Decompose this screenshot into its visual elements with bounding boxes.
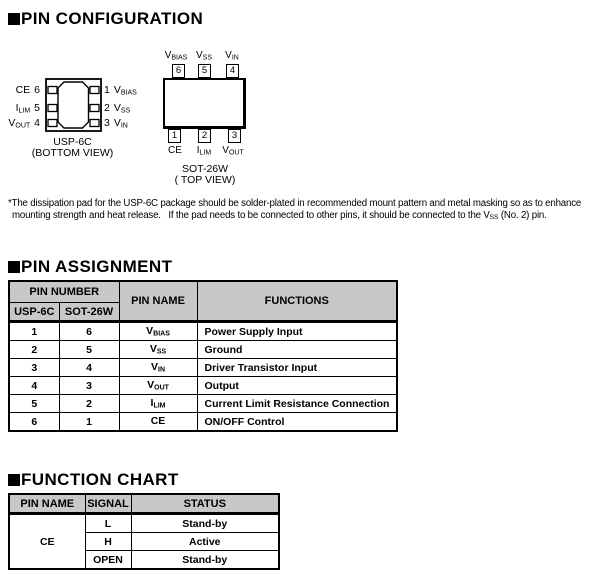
footnote-line-2-end: (No. 2) pin. — [498, 210, 547, 222]
function-chart-title — [8, 470, 179, 490]
pin-name-subscript: IN — [231, 54, 239, 62]
pin-name: V — [149, 343, 157, 356]
usp6c-caption-view-text: (BOTTOM VIEW) — [31, 147, 114, 159]
pin-name-subscript: IN — [158, 366, 166, 374]
cell-function: Power Supply Input — [197, 322, 397, 341]
section-bullet-icon — [8, 13, 20, 25]
header-functions: FUNCTIONS — [197, 281, 397, 322]
section-bullet-icon — [8, 474, 20, 486]
pin-name: V — [195, 50, 203, 61]
pin-name-subscript: SS — [120, 107, 131, 115]
pin-name: CE — [150, 415, 166, 428]
table-row — [9, 377, 397, 395]
pin-name: V — [146, 325, 154, 338]
pin-name-subscript: OUT — [228, 149, 244, 157]
pin-name: V — [164, 50, 172, 61]
cell-signal: H — [85, 533, 131, 551]
pin-number: 6 — [34, 84, 40, 96]
cell-status: Stand-by — [131, 514, 279, 533]
sot26w-caption-view-text: ( TOP VIEW) — [174, 174, 236, 186]
header-signal: SIGNAL — [85, 494, 131, 514]
pin-number: 6 — [175, 65, 182, 76]
usp6c-pin-label-3-vin — [104, 117, 128, 133]
cell-sot26w: 1 — [59, 413, 119, 432]
cell-usp6c: 4 — [9, 377, 59, 395]
cell-sot26w: 3 — [59, 377, 119, 395]
function-chart-table — [8, 493, 280, 570]
cell-function: Current Limit Resistance Connection — [197, 395, 397, 413]
pin-assignment-title — [8, 257, 172, 277]
pin-number: 4 — [229, 65, 236, 76]
sot26w-caption-view — [163, 175, 247, 186]
cell-pin-name — [119, 377, 197, 395]
pin-name: I — [15, 102, 19, 114]
usp6c-pin-label-1-vbias — [104, 84, 137, 100]
sot26w-pin-3 — [228, 129, 241, 143]
footnote-line-1: *The dissipation pad for the USP-6C package should be solder-plated in recommended mount pattern and metal masking so as to enhance — [8, 198, 582, 209]
pin-name: CE — [168, 145, 182, 156]
pin-name: V — [225, 50, 232, 61]
pin-name: V — [147, 379, 155, 392]
table-row — [9, 341, 397, 359]
sot26w-pin-6 — [172, 64, 185, 78]
header-pin-number: PIN NUMBER — [9, 281, 119, 303]
cell-function: Output — [197, 377, 397, 395]
table-row — [9, 322, 397, 341]
pin-name: V — [113, 84, 121, 96]
cell-usp6c: 3 — [9, 359, 59, 377]
pin-name-subscript: BIAS — [153, 330, 170, 338]
cell-signal: OPEN — [85, 551, 131, 570]
pin-name: CE — [15, 84, 31, 96]
usp6c-package-graphic — [45, 78, 102, 132]
usp6c-pin-label-ce-6 — [0, 84, 40, 100]
cell-signal: L — [85, 514, 131, 533]
cell-pin-name — [119, 413, 197, 432]
usp6c-thermal-pad — [58, 82, 89, 128]
usp6c-pin-label-2-vss — [104, 102, 130, 118]
pin-number: 4 — [34, 117, 40, 129]
pin-configuration-title — [8, 9, 203, 29]
cell-status: Stand-by — [131, 551, 279, 570]
header-status: STATUS — [131, 494, 279, 514]
pin-number: 5 — [201, 65, 208, 76]
cell-sot26w: 2 — [59, 395, 119, 413]
table-row — [9, 413, 397, 432]
cell-pin-name — [119, 322, 197, 341]
usp6c-caption-name-text: USP-6C — [53, 136, 92, 148]
pin-name: V — [8, 117, 16, 129]
pin-number: 5 — [34, 102, 40, 114]
pin-number: 2 — [201, 130, 208, 141]
pin-name: I — [150, 397, 154, 410]
function-chart-title-text: FUNCTION CHART — [21, 470, 179, 489]
pin-name-subscript: BIAS — [120, 89, 137, 97]
cell-pin-name — [119, 395, 197, 413]
cell-sot26w: 6 — [59, 322, 119, 341]
sot26w-pin-2 — [198, 129, 211, 143]
table-row — [9, 514, 279, 533]
cell-pin-name — [119, 359, 197, 377]
pin-configuration-title-text: PIN CONFIGURATION — [21, 9, 204, 28]
cell-usp6c: 6 — [9, 413, 59, 432]
pin-name-subscript: LIM — [153, 402, 166, 410]
cell-sot26w: 4 — [59, 359, 119, 377]
footnote-vss-subscript: SS — [489, 214, 499, 222]
cell-sot26w: 5 — [59, 341, 119, 359]
pin-name-subscript: LIM — [18, 107, 31, 115]
usp6c-caption-view — [20, 148, 125, 159]
pin-name: I — [196, 145, 200, 156]
pin-name-subscript: IN — [120, 122, 128, 130]
cell-usp6c: 2 — [9, 341, 59, 359]
header-pin-name: PIN NAME — [9, 494, 85, 514]
sot26w-pin-1 — [168, 129, 181, 143]
pin-number: 3 — [231, 130, 238, 141]
sot26w-pin-5 — [198, 64, 211, 78]
sot26w-label-vin — [210, 50, 254, 64]
pin-name-subscript: LIM — [199, 149, 212, 157]
pin-name: V — [151, 361, 159, 374]
cell-pin-name — [119, 341, 197, 359]
usp6c-pin-label-ilim-5 — [0, 102, 40, 118]
table-row — [9, 359, 397, 377]
sot26w-package-body — [163, 78, 246, 129]
pin-assignment-title-text: PIN ASSIGNMENT — [21, 257, 173, 276]
usp6c-pin-label-vout-4 — [0, 117, 40, 133]
footnote-line-2 — [8, 210, 612, 224]
pin-name-subscript: OUT — [15, 122, 31, 130]
usp6c-pin-pad-2 — [90, 105, 99, 112]
usp6c-pin-pad-1 — [90, 87, 99, 94]
cell-usp6c: 5 — [9, 395, 59, 413]
pin-name: V — [222, 145, 229, 156]
cell-function: Driver Transistor Input — [197, 359, 397, 377]
sot26w-pin-4 — [226, 64, 239, 78]
pin-number: 1 — [104, 84, 110, 96]
usp6c-pin-pad-5 — [48, 105, 57, 112]
cell-status: Active — [131, 533, 279, 551]
pin-name-subscript: SS — [202, 54, 212, 62]
footnote-line-2-text: mounting strength and heat release. If the pad needs to be connected to other pins, it should be connected to the V — [12, 210, 490, 222]
cell-function: ON/OFF Control — [197, 413, 397, 432]
dissipation-pad-footnote — [8, 198, 612, 225]
cell-usp6c: 1 — [9, 322, 59, 341]
header-usp6c: USP-6C — [9, 303, 59, 322]
table-row — [9, 395, 397, 413]
pin-assignment-table — [8, 280, 398, 432]
section-bullet-icon — [8, 261, 20, 273]
pin-number: 1 — [171, 130, 178, 141]
pin-name: V — [113, 102, 121, 114]
usp6c-pin-pad-4 — [48, 120, 57, 127]
header-sot26w: SOT-26W — [59, 303, 119, 322]
sot26w-label-vout — [211, 145, 255, 159]
pin-number: 2 — [104, 102, 110, 114]
sot26w-caption-name-text: SOT-26W — [181, 163, 229, 175]
pin-name-subscript: BIAS — [171, 54, 188, 62]
pin-name-subscript: OUT — [154, 384, 169, 392]
pin-name: V — [113, 117, 121, 129]
cell-pin-name: CE — [9, 514, 85, 570]
pin-name-subscript: SS — [156, 348, 167, 356]
pin-number: 3 — [104, 117, 110, 129]
usp6c-pin-pad-3 — [90, 120, 99, 127]
header-pin-name: PIN NAME — [119, 281, 197, 322]
usp6c-pin-pad-6 — [48, 87, 57, 94]
cell-function: Ground — [197, 341, 397, 359]
